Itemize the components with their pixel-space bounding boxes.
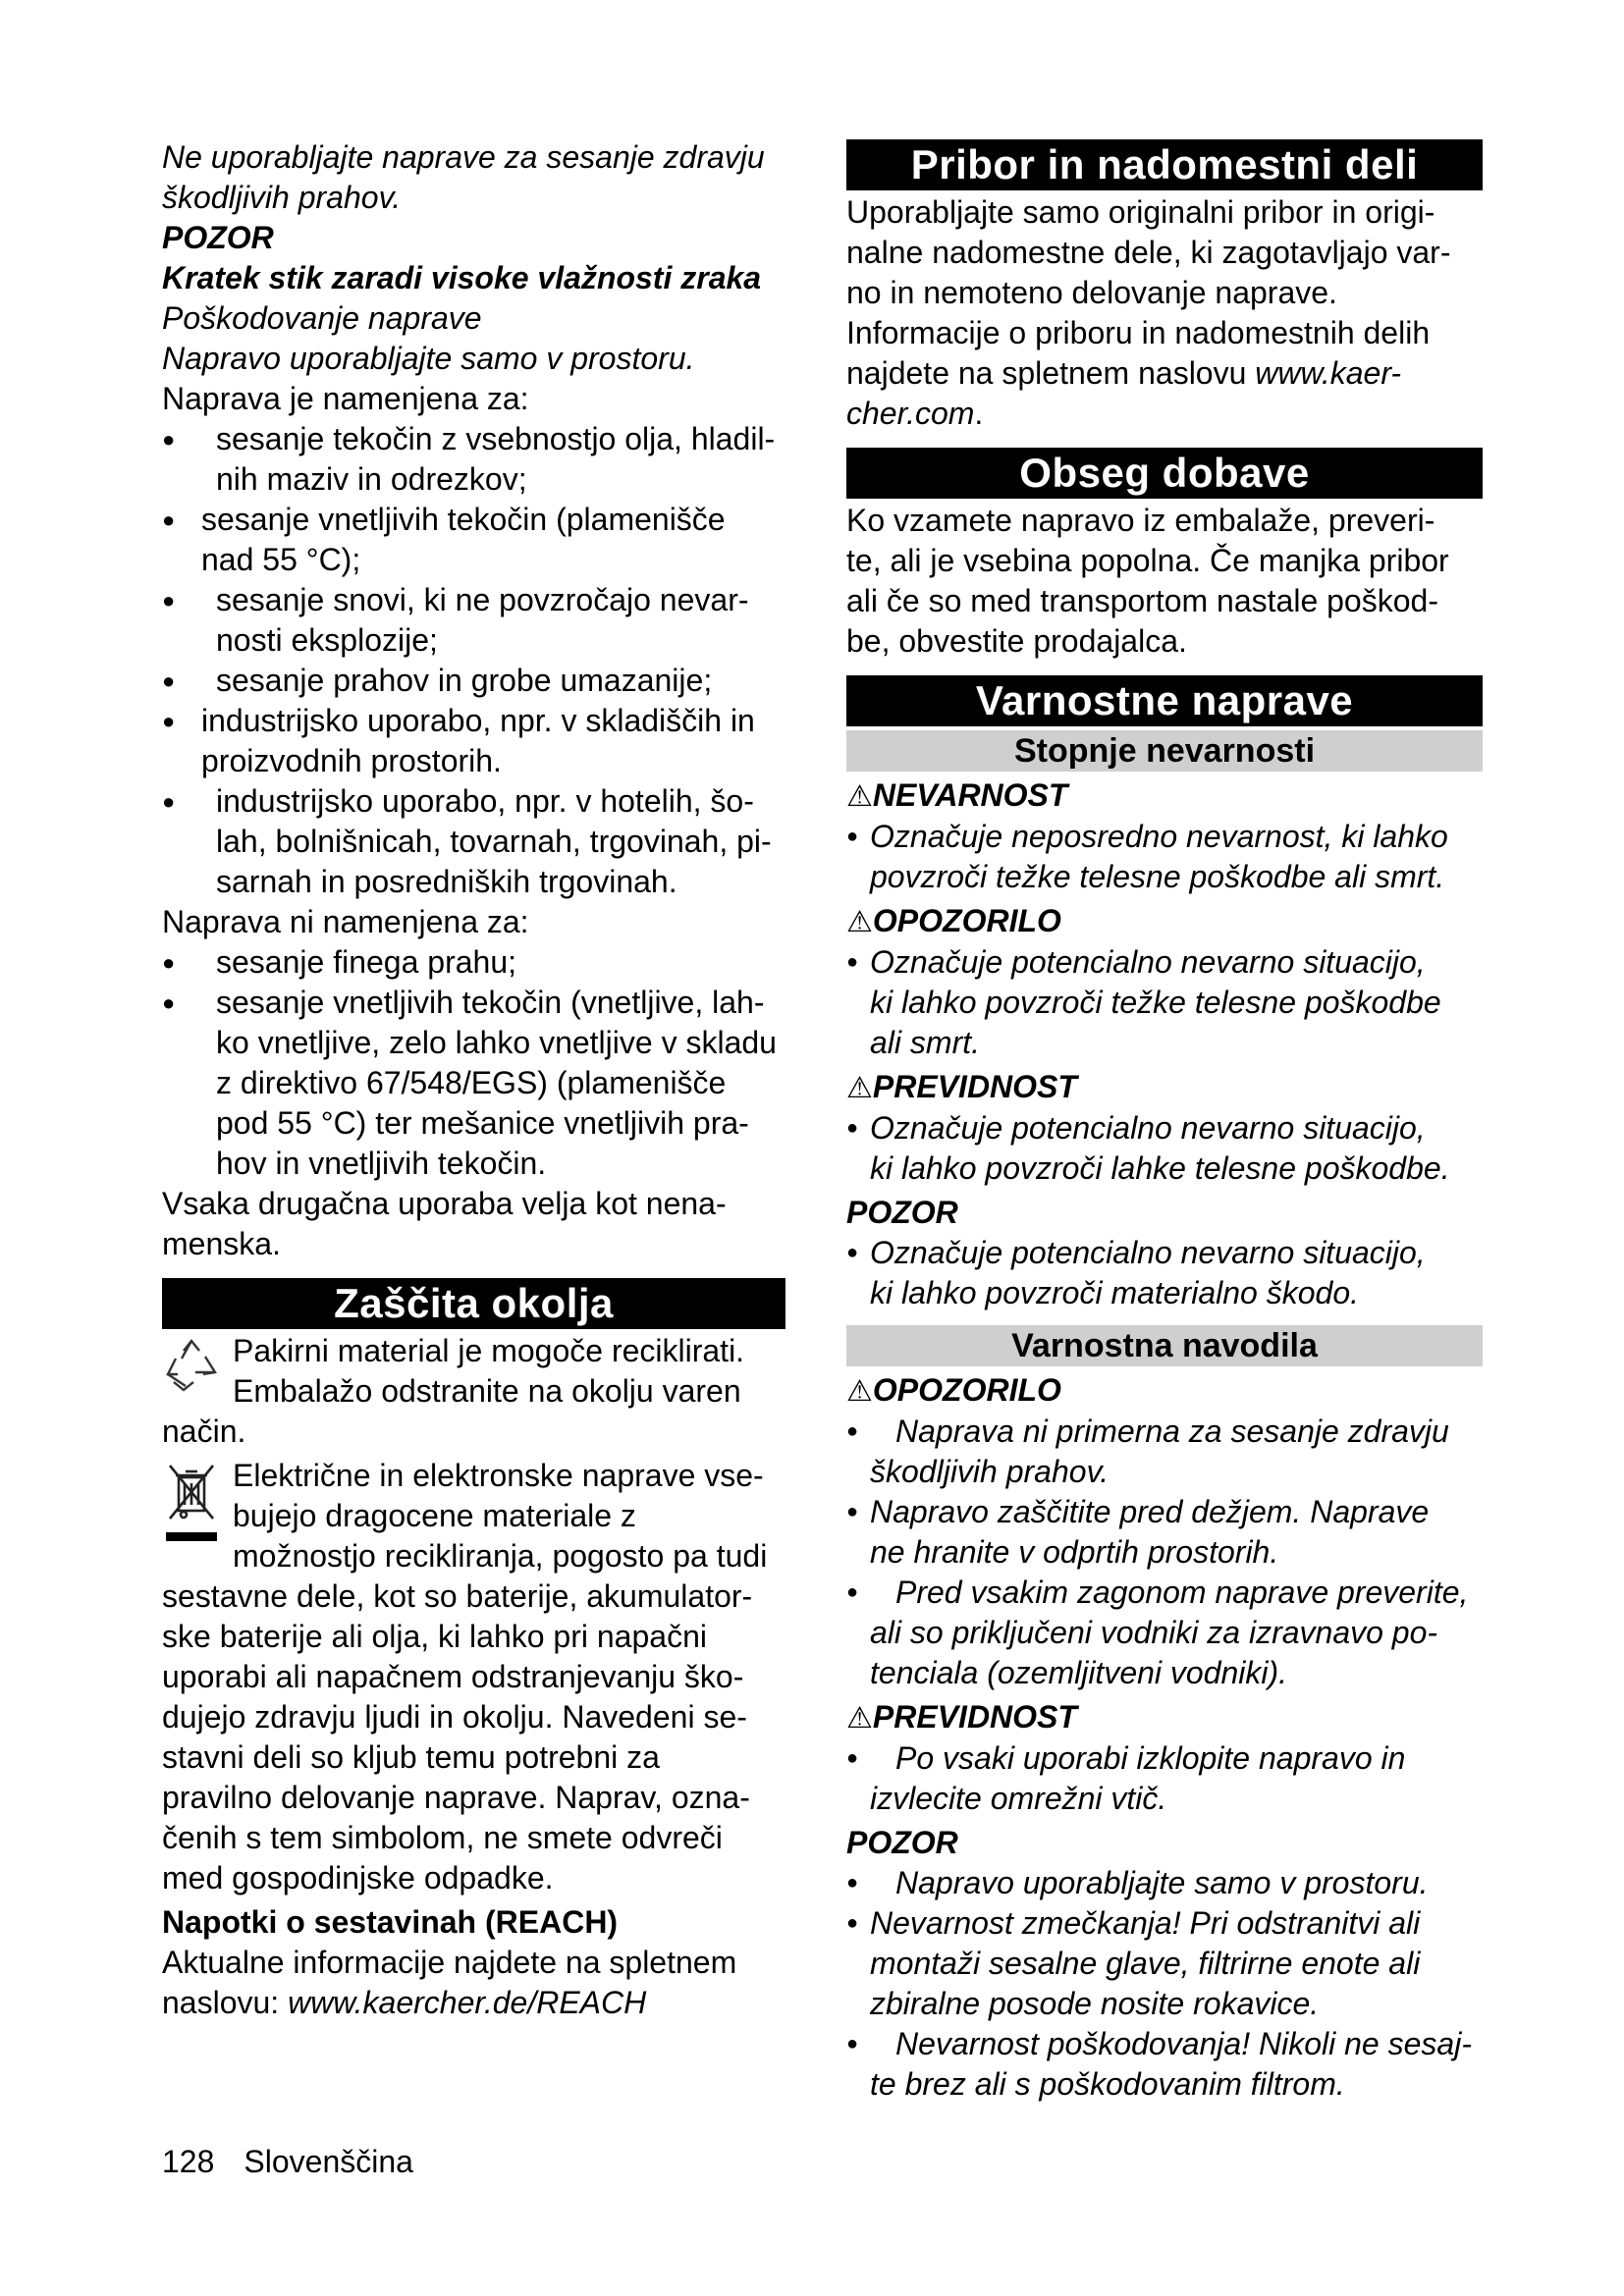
env-header: Zaščita okolja <box>162 1278 785 1329</box>
bullet-icon: ● <box>846 1912 859 1934</box>
not-intended-list <box>162 942 785 1184</box>
accessories-line: nalne nadomestne dele, ki zagotavljajo var- <box>846 235 1451 270</box>
hazard-label <box>846 1193 1483 1233</box>
crossed-bin-icon <box>162 1458 221 1546</box>
list-item <box>162 419 785 500</box>
safety-note-line: zbiralne posode nosite rokavice. <box>870 1986 1320 2021</box>
bullet-icon: ● <box>162 588 176 613</box>
recycle-line: Pakirni material je mogoče reciklirati. <box>233 1333 745 1368</box>
safety-note-line: Napravo zaščitite pred dežjem. Naprave <box>870 1494 1430 1529</box>
bullet-icon: ● <box>162 789 176 814</box>
bullet-icon: ● <box>846 1420 859 1442</box>
accessories-link[interactable]: www.kaer- <box>1255 355 1402 391</box>
bullet-icon: ● <box>846 1242 859 1263</box>
safety-note-line: te brez ali s poškodovanim filtrom. <box>870 2066 1345 2102</box>
other-use-line: Vsaka drugačna uporaba velja kot nena- <box>162 1186 727 1221</box>
hazard-description-line: povzroči težke telesne poškodbe ali smrt. <box>870 859 1445 894</box>
scope-line: ali če so med transportom nastale poškod- <box>846 583 1438 618</box>
hazard-label-text: PREVIDNOST <box>872 1069 1077 1104</box>
warning-icon: ⚠ <box>846 906 873 938</box>
list-item <box>162 500 785 580</box>
safety-note-line: škodljivih prahov. <box>870 1454 1110 1489</box>
intended-list <box>162 419 785 902</box>
accessories-line: no in nemoteno delovanje naprave. <box>846 275 1337 310</box>
hazard-description <box>846 1233 1483 1313</box>
safety-notes <box>846 1370 1483 2105</box>
hazard-description <box>846 1108 1483 1189</box>
hazard-levels <box>846 775 1483 1313</box>
safety-note <box>846 1492 1483 1573</box>
pozor-label: POZOR <box>162 220 274 255</box>
scope-line: be, obvestite prodajalca. <box>846 623 1187 659</box>
hazard-description-line: ki lahko povzroči težke telesne poškodbe <box>870 985 1441 1020</box>
weee-tail <box>162 1576 785 1898</box>
hazard-description <box>846 817 1483 897</box>
scope-text <box>846 501 1483 662</box>
bullet-icon: ● <box>162 507 176 532</box>
reach-link[interactable]: www.kaercher.de/REACH <box>288 1985 647 2020</box>
scope-line: Ko vzamete napravo iz embalaže, preveri- <box>846 503 1435 538</box>
weee-line: možnostjo recikliranja, pogosto pa tudi <box>233 1538 768 1574</box>
hazard-label-text: PREVIDNOST <box>872 1699 1077 1735</box>
accessories-line: Uporabljajte samo originalni pribor in origi- <box>846 194 1435 230</box>
weee-line: sestavne dele, kot so baterije, akumulator- <box>162 1578 753 1614</box>
scope-line: te, ali je vsebina popolna. Če manjka pribor <box>846 543 1449 578</box>
list-item-line: hov in vnetljivih tekočin. <box>216 1146 547 1181</box>
safety-note-line: ne hranite v odprtih prostorih. <box>870 1534 1279 1570</box>
safety-note-line: montaži sesalne glave, filtrirne enote ali <box>870 1946 1421 1981</box>
left-column <box>162 137 785 2023</box>
hazard-description-line: ki lahko povzroči lahke telesne poškodbe. <box>870 1150 1450 1186</box>
hazard-label <box>846 1370 1483 1412</box>
list-item-line: sesanje finega prahu; <box>216 944 516 980</box>
bullet-icon: ● <box>846 2033 859 2055</box>
safety-note-line: tenciala (ozemljitveni vodniki). <box>870 1655 1288 1690</box>
weee-line: ske baterije ali olja, ki lahko pri napačni <box>162 1619 707 1654</box>
safety-note <box>846 1903 1483 2024</box>
recycle-block <box>162 1331 785 1412</box>
accessories-suffix: . <box>974 396 984 431</box>
list-item-line: industrijsko uporabo, npr. v skladiščih in <box>201 703 755 738</box>
recycle-tail: način. <box>162 1414 246 1449</box>
weee-line: stavni deli so kljub temu potrebni za <box>162 1739 660 1775</box>
safety-note-line: Nevarnost poškodovanja! Nikoli ne sesaj- <box>895 2026 1472 2061</box>
weee-line: dujejo zdravju ljudi in okolju. Navedeni se- <box>162 1699 747 1735</box>
hazard-description-line: Označuje potencialno nevarno situacijo, <box>870 1235 1426 1270</box>
list-item <box>162 661 785 701</box>
hazard-description-line: Označuje potencialno nevarno situacijo, <box>870 944 1426 980</box>
safety-note-line: Naprava ni primerna za sesanje zdravju <box>895 1414 1449 1449</box>
list-item-line: nosti eksplozije; <box>216 622 438 658</box>
bullet-icon: ● <box>846 951 859 973</box>
list-item <box>162 701 785 781</box>
weee-line: pravilno delovanje naprave. Naprav, ozna- <box>162 1780 750 1815</box>
intro-line: škodljivih prahov. <box>162 180 402 215</box>
warning-icon: ⚠ <box>846 1072 873 1104</box>
list-item-line: lah, bolnišnicah, tovarnah, trgovinah, pi- <box>216 824 772 859</box>
weee-line: Električne in elektronske naprave vse- <box>233 1458 764 1493</box>
weee-line: čenih s tem simbolom, ne smete odvreči <box>162 1820 723 1855</box>
hazard-label-text: NEVARNOST <box>872 777 1068 813</box>
hazard-label-text: POZOR <box>846 1195 958 1230</box>
list-item-line: proizvodnih prostorih. <box>201 743 502 778</box>
safety-note-line: izvlecite omrežni vtič. <box>870 1781 1167 1816</box>
weee-block <box>162 1456 785 1576</box>
hazard-description-line: Označuje neposredno nevarnost, ki lahko <box>870 819 1448 854</box>
list-item-line: sesanje vnetljivih tekočin (vnetljive, lah- <box>216 985 765 1020</box>
not-intended-label: Naprava ni namenjena za: <box>162 904 529 939</box>
warning-icon: ⚠ <box>846 780 873 813</box>
list-item <box>162 942 785 983</box>
hazard-label <box>846 901 1483 942</box>
list-item-line: nad 55 °C); <box>201 542 361 577</box>
bullet-icon: ● <box>162 990 176 1015</box>
list-item-line: sesanje vnetljivih tekočin (plamenišče <box>201 502 726 537</box>
safety-note-line: ali so priključeni vodniki za izravnavo po- <box>870 1615 1438 1650</box>
accessories-header: Pribor in nadomestni deli <box>846 139 1483 190</box>
hazard-label <box>846 1067 1483 1108</box>
page-footer <box>162 2142 443 2181</box>
bullet-icon: ● <box>846 1501 859 1522</box>
hazard-description <box>846 942 1483 1063</box>
intro-line: Ne uporabljajte naprave za sesanje zdravju <box>162 139 765 175</box>
hazard-description-line: ki lahko povzroči materialno škodo. <box>870 1275 1360 1310</box>
hazard-label-text: POZOR <box>846 1825 958 1860</box>
accessories-text <box>846 192 1483 353</box>
safety-header: Varnostne naprave <box>846 675 1483 726</box>
hazard-label <box>846 1697 1483 1738</box>
weee-line: med gospodinjske odpadke. <box>162 1860 554 1896</box>
bullet-icon: ● <box>846 1581 859 1603</box>
accessories-prefix: najdete na spletnem naslovu <box>846 355 1256 391</box>
pozor-line: Poškodovanje naprave <box>162 300 482 336</box>
bullet-icon: ● <box>846 1747 859 1769</box>
warning-icon: ⚠ <box>846 1702 873 1735</box>
hazard-description-line: Označuje potencialno nevarno situacijo, <box>870 1110 1426 1146</box>
other-use-line: menska. <box>162 1226 281 1261</box>
list-item-line: sesanje prahov in grobe umazanije; <box>216 663 713 698</box>
reach-line <box>162 1983 785 2023</box>
pozor-title: Kratek stik zaradi visoke vlažnosti zraka <box>162 260 762 295</box>
bullet-icon: ● <box>846 1872 859 1894</box>
bullet-icon: ● <box>846 826 859 847</box>
list-item-line: sesanje snovi, ki ne povzročajo nevar- <box>216 582 749 617</box>
accessories-line <box>846 394 1483 434</box>
accessories-line: Informacije o priboru in nadomestnih delih <box>846 315 1431 350</box>
list-item <box>162 580 785 661</box>
safety-note-line: Pred vsakim zagonom naprave preverite, <box>895 1575 1469 1610</box>
weee-line: bujejo dragocene materiale z <box>233 1498 636 1533</box>
bullet-icon: ● <box>162 709 176 733</box>
recycle-icon <box>162 1337 221 1396</box>
list-item-line: sesanje tekočin z vsebnostjo olja, hladil- <box>216 421 776 456</box>
safety-note-line: Po vsaki uporabi izklopite napravo in <box>895 1740 1406 1776</box>
list-item-line: ko vnetljive, zelo lahko vnetljive v skladu <box>216 1025 777 1060</box>
recycle-line: Embalažo odstranite na okolju varen <box>233 1373 741 1409</box>
list-item-line: z direktivo 67/548/EGS) (plamenišče <box>216 1065 727 1100</box>
list-item-line: nih maziv in odrezkov; <box>216 461 527 497</box>
hazard-label-text: OPOZORILO <box>872 903 1061 938</box>
list-item-line: sarnah in posredniških trgovinah. <box>216 864 677 899</box>
hazard-label <box>846 1823 1483 1863</box>
reach-prefix: naslovu: <box>162 1985 289 2020</box>
reach-line: Aktualne informacije najdete na spletnem <box>162 1945 737 1980</box>
warning-icon: ⚠ <box>846 1375 873 1408</box>
safety-note-line: Napravo uporabljajte samo v prostoru. <box>895 1865 1429 1900</box>
safety-note-line: Nevarnost zmečkanja! Pri odstranitvi ali <box>870 1905 1421 1941</box>
footer-language: Slovenščina <box>244 2144 413 2179</box>
weee-line: uporabi ali napačnem odstranjevanju ško- <box>162 1659 744 1694</box>
pozor-line: Napravo uporabljajte samo v prostoru. <box>162 341 695 376</box>
hazard-label-text: OPOZORILO <box>872 1372 1061 1408</box>
list-item-line: pod 55 °C) ter mešanice vnetljivih pra- <box>216 1105 749 1141</box>
bullet-icon: ● <box>162 427 176 452</box>
page-number: 128 <box>162 2144 215 2179</box>
list-item-line: industrijsko uporabo, npr. v hotelih, šo- <box>216 783 754 819</box>
safety-notes-subheader: Varnostna navodila <box>846 1325 1483 1366</box>
safety-note <box>846 2024 1483 2105</box>
list-item <box>162 983 785 1184</box>
hazard-description-line: ali smrt. <box>870 1025 980 1060</box>
safety-note <box>846 1863 1483 1903</box>
scope-header: Obseg dobave <box>846 448 1483 499</box>
list-item <box>162 781 785 902</box>
safety-note <box>846 1412 1483 1492</box>
accessories-link[interactable]: cher.com <box>846 396 975 431</box>
safety-note <box>846 1738 1483 1819</box>
reach-title: Napotki o sestavinah (REACH) <box>162 1904 619 1940</box>
bullet-icon: ● <box>846 1117 859 1139</box>
safety-note <box>846 1573 1483 1693</box>
intended-label: Naprava je namenjena za: <box>162 381 529 416</box>
right-column <box>846 137 1483 2105</box>
hazard-levels-subheader: Stopnje nevarnosti <box>846 730 1483 772</box>
hazard-label <box>846 775 1483 817</box>
bullet-icon: ● <box>162 950 176 975</box>
accessories-line <box>846 353 1483 394</box>
bullet-icon: ● <box>162 668 176 693</box>
